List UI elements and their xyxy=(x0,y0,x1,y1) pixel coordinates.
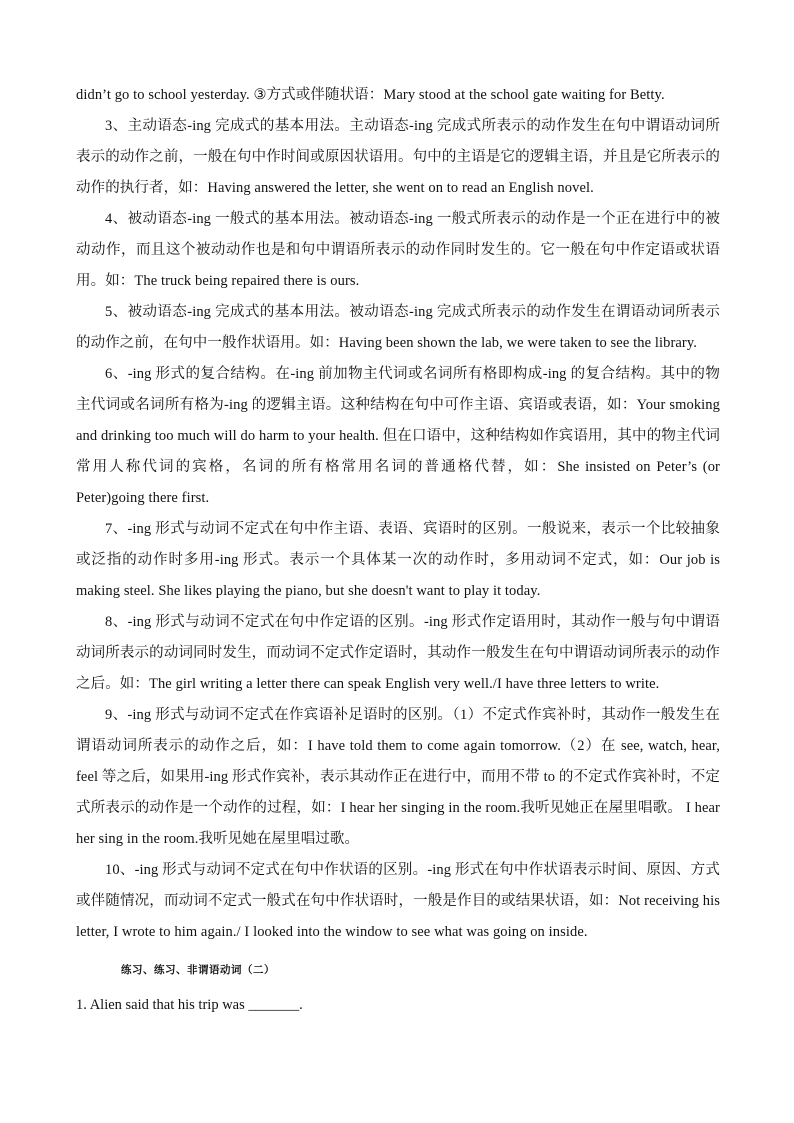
paragraph-8: 8、-ing 形式与动词不定式在句中作定语的区别。-ing 形式作定语用时，其动作一般与句中谓语动词所表示的动词同时发生，而动词不定式作定语时，其动作一般发生在句中谓语动词所表示的动作之后。如：The girl writing a letter there can speak English very well./I have three letters to write. xyxy=(76,614,720,692)
paragraph-6: 6、-ing 形式的复合结构。在-ing 前加物主代词或名词所有格即构成-ing 的复合结构。其中的物主代词或名词所有格为-ing 的逻辑主语。这种结构在句中可作主语、宾语或表语，如：Your smoking and drinking too much will do harm to your health. 但在口语中，这种结构如作宾语用，其中的物主代词常用人称代词的宾格，名词的所有格常用名词的普通格代替，如：She insisted on Peter’s (or Peter)going there first. xyxy=(76,366,720,506)
paragraph-3: 3、主动语态-ing 完成式的基本用法。主动语态-ing 完成式所表示的动作发生在句中谓语动词所表示的动作之前，一般在句中作时间或原因状语用。句中的主语是它的逻辑主语，并且是它所表示的动作的执行者，如：Having answered the letter, she went on to read an English novel. xyxy=(76,118,720,196)
paragraph-10: 10、-ing 形式与动词不定式在句中作状语的区别。-ing 形式在句中作状语表示时间、原因、方式或伴随情况，而动词不定式一般式在句中作状语时，一般是作目的或结果状语，如：Not receiving his letter, I wrote to him again./ I looked into the window to see what was going on inside. xyxy=(76,862,720,940)
paragraph-9: 9、-ing 形式与动词不定式在作宾语补足语时的区别。（1）不定式作宾补时，其动作一般发生在谓语动词所表示的动作之后，如：I have told them to come again tomorrow.（2）在 see, watch, hear, feel 等之后，如果用-ing 形式作宾补，表示其动作正在进行中，而用不带 to 的不定式作宾补时，不定式所表示的动作是一个动作的过程，如：I hear her singing in the room.我听见她正在屋里唱歌。 I hear her sing in the room.我听见她在屋里唱过歌。 xyxy=(76,707,720,847)
exercise-section-heading: 练习、练习、非谓语动词（二） xyxy=(121,964,275,976)
exercise-question-1: 1. Alien said that his trip was _______. xyxy=(76,997,303,1013)
document-body xyxy=(76,80,720,948)
paragraph-7: 7、-ing 形式与动词不定式在句中作主语、表语、宾语时的区别。一般说来，表示一个比较抽象或泛指的动作时多用-ing 形式。表示一个具体某一次的动作时，多用动词不定式，如：Our job is making steel. She likes playing the piano, but she doesn't want to play it today. xyxy=(76,521,720,599)
paragraph-5: 5、被动语态-ing 完成式的基本用法。被动语态-ing 完成式所表示的动作发生在谓语动词所表示的动作之前，在句中一般作状语用。如：Having been shown the lab, we were taken to see the library. xyxy=(76,304,720,351)
paragraph-4: 4、被动语态-ing 一般式的基本用法。被动语态-ing 一般式所表示的动作是一个正在进行中的被动动作，而且这个被动动作也是和句中谓语所表示的动作同时发生的。它一般在句中作定语或状语用。如：The truck being repaired there is ours. xyxy=(76,211,720,289)
paragraph-continuation: didn’t go to school yesterday. ③方式或伴随状语：Mary stood at the school gate waiting for Betty. xyxy=(76,87,665,103)
